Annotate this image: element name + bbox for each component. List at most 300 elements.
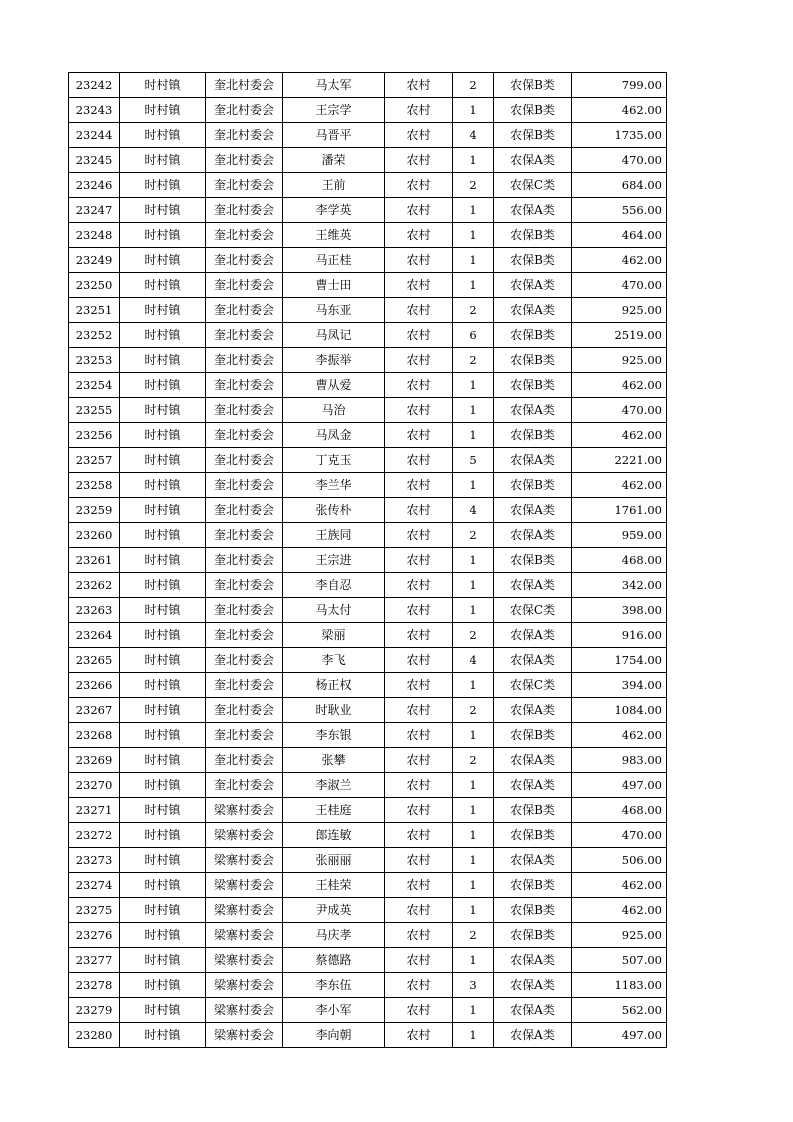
record-id-cell: 23260 — [69, 523, 120, 548]
name-cell: 马凤记 — [283, 323, 385, 348]
table-row — [69, 973, 667, 998]
amount-cell: 2519.00 — [572, 323, 667, 348]
name-cell: 曹从爱 — [283, 373, 385, 398]
village-committee-cell: 奎北村委会 — [206, 423, 283, 448]
area-type-cell: 农村 — [385, 873, 453, 898]
record-id-cell: 23242 — [69, 73, 120, 98]
village-committee-cell: 奎北村委会 — [206, 748, 283, 773]
area-type-cell: 农村 — [385, 248, 453, 273]
amount-cell: 462.00 — [572, 98, 667, 123]
amount-cell: 562.00 — [572, 998, 667, 1023]
amount-cell: 462.00 — [572, 473, 667, 498]
table-row — [69, 498, 667, 523]
village-committee-cell: 奎北村委会 — [206, 148, 283, 173]
record-id-cell: 23244 — [69, 123, 120, 148]
town-cell: 时村镇 — [120, 548, 206, 573]
table-row — [69, 273, 667, 298]
town-cell: 时村镇 — [120, 698, 206, 723]
area-type-cell: 农村 — [385, 473, 453, 498]
amount-cell: 506.00 — [572, 848, 667, 873]
household-count-cell: 2 — [453, 298, 494, 323]
household-count-cell: 4 — [453, 498, 494, 523]
household-count-cell: 1 — [453, 1023, 494, 1048]
table-row — [69, 298, 667, 323]
village-committee-cell: 梁寨村委会 — [206, 798, 283, 823]
town-cell: 时村镇 — [120, 348, 206, 373]
household-count-cell: 1 — [453, 598, 494, 623]
table-row — [69, 623, 667, 648]
insurance-category-cell: 农保A类 — [494, 698, 572, 723]
household-count-cell: 1 — [453, 98, 494, 123]
town-cell: 时村镇 — [120, 323, 206, 348]
table-row — [69, 823, 667, 848]
household-count-cell: 2 — [453, 623, 494, 648]
household-count-cell: 1 — [453, 273, 494, 298]
town-cell: 时村镇 — [120, 623, 206, 648]
area-type-cell: 农村 — [385, 273, 453, 298]
name-cell: 潘荣 — [283, 148, 385, 173]
name-cell: 张传朴 — [283, 498, 385, 523]
insurance-category-cell: 农保A类 — [494, 623, 572, 648]
household-count-cell: 1 — [453, 548, 494, 573]
village-committee-cell: 奎北村委会 — [206, 398, 283, 423]
amount-cell: 497.00 — [572, 1023, 667, 1048]
table-row — [69, 598, 667, 623]
area-type-cell: 农村 — [385, 823, 453, 848]
amount-cell: 684.00 — [572, 173, 667, 198]
insurance-category-cell: 农保A类 — [494, 773, 572, 798]
household-count-cell: 1 — [453, 998, 494, 1023]
town-cell: 时村镇 — [120, 223, 206, 248]
village-committee-cell: 奎北村委会 — [206, 723, 283, 748]
table-row — [69, 698, 667, 723]
village-committee-cell: 奎北村委会 — [206, 223, 283, 248]
village-committee-cell: 奎北村委会 — [206, 323, 283, 348]
record-id-cell: 23243 — [69, 98, 120, 123]
amount-cell: 462.00 — [572, 898, 667, 923]
insurance-category-cell: 农保B类 — [494, 98, 572, 123]
record-id-cell: 23247 — [69, 198, 120, 223]
town-cell: 时村镇 — [120, 123, 206, 148]
amount-cell: 556.00 — [572, 198, 667, 223]
town-cell: 时村镇 — [120, 823, 206, 848]
area-type-cell: 农村 — [385, 173, 453, 198]
area-type-cell: 农村 — [385, 698, 453, 723]
name-cell: 王宗学 — [283, 98, 385, 123]
name-cell: 李飞 — [283, 648, 385, 673]
insurance-category-cell: 农保A类 — [494, 273, 572, 298]
area-type-cell: 农村 — [385, 348, 453, 373]
record-id-cell: 23266 — [69, 673, 120, 698]
name-cell: 李东伍 — [283, 973, 385, 998]
village-committee-cell: 梁寨村委会 — [206, 998, 283, 1023]
insurance-category-cell: 农保B类 — [494, 548, 572, 573]
insurance-category-cell: 农保B类 — [494, 123, 572, 148]
town-cell: 时村镇 — [120, 448, 206, 473]
amount-cell: 1735.00 — [572, 123, 667, 148]
area-type-cell: 农村 — [385, 498, 453, 523]
record-id-cell: 23248 — [69, 223, 120, 248]
town-cell: 时村镇 — [120, 148, 206, 173]
household-count-cell: 1 — [453, 398, 494, 423]
village-committee-cell: 奎北村委会 — [206, 673, 283, 698]
area-type-cell: 农村 — [385, 848, 453, 873]
insurance-category-cell: 农保A类 — [494, 948, 572, 973]
insurance-category-cell: 农保A类 — [494, 523, 572, 548]
table-row — [69, 648, 667, 673]
household-count-cell: 1 — [453, 573, 494, 598]
records-table-body — [69, 73, 667, 1048]
name-cell: 李兰华 — [283, 473, 385, 498]
village-committee-cell: 奎北村委会 — [206, 648, 283, 673]
village-committee-cell: 奎北村委会 — [206, 498, 283, 523]
household-count-cell: 1 — [453, 473, 494, 498]
town-cell: 时村镇 — [120, 798, 206, 823]
name-cell: 马正桂 — [283, 248, 385, 273]
household-count-cell: 1 — [453, 148, 494, 173]
town-cell: 时村镇 — [120, 398, 206, 423]
name-cell: 李东银 — [283, 723, 385, 748]
amount-cell: 1761.00 — [572, 498, 667, 523]
table-row — [69, 998, 667, 1023]
insurance-category-cell: 农保A类 — [494, 973, 572, 998]
household-count-cell: 2 — [453, 698, 494, 723]
town-cell: 时村镇 — [120, 673, 206, 698]
table-row — [69, 548, 667, 573]
household-count-cell: 4 — [453, 648, 494, 673]
name-cell: 王宗进 — [283, 548, 385, 573]
insurance-category-cell: 农保B类 — [494, 723, 572, 748]
record-id-cell: 23264 — [69, 623, 120, 648]
record-id-cell: 23269 — [69, 748, 120, 773]
village-committee-cell: 奎北村委会 — [206, 698, 283, 723]
amount-cell: 470.00 — [572, 398, 667, 423]
household-count-cell: 1 — [453, 898, 494, 923]
town-cell: 时村镇 — [120, 648, 206, 673]
insurance-category-cell: 农保C类 — [494, 598, 572, 623]
table-row — [69, 923, 667, 948]
amount-cell: 983.00 — [572, 748, 667, 773]
table-row — [69, 573, 667, 598]
name-cell: 杨正权 — [283, 673, 385, 698]
name-cell: 李学英 — [283, 198, 385, 223]
record-id-cell: 23265 — [69, 648, 120, 673]
area-type-cell: 农村 — [385, 73, 453, 98]
household-count-cell: 1 — [453, 198, 494, 223]
table-row — [69, 523, 667, 548]
insurance-category-cell: 农保B类 — [494, 73, 572, 98]
household-count-cell: 2 — [453, 173, 494, 198]
household-count-cell: 1 — [453, 223, 494, 248]
record-id-cell: 23253 — [69, 348, 120, 373]
amount-cell: 394.00 — [572, 673, 667, 698]
village-committee-cell: 奎北村委会 — [206, 298, 283, 323]
town-cell: 时村镇 — [120, 523, 206, 548]
insurance-category-cell: 农保B类 — [494, 923, 572, 948]
area-type-cell: 农村 — [385, 923, 453, 948]
household-count-cell: 1 — [453, 248, 494, 273]
town-cell: 时村镇 — [120, 873, 206, 898]
village-committee-cell: 梁寨村委会 — [206, 823, 283, 848]
amount-cell: 462.00 — [572, 423, 667, 448]
name-cell: 李淑兰 — [283, 773, 385, 798]
household-count-cell: 1 — [453, 948, 494, 973]
name-cell: 王前 — [283, 173, 385, 198]
insurance-category-cell: 农保B类 — [494, 248, 572, 273]
area-type-cell: 农村 — [385, 948, 453, 973]
amount-cell: 925.00 — [572, 923, 667, 948]
town-cell: 时村镇 — [120, 498, 206, 523]
record-id-cell: 23255 — [69, 398, 120, 423]
name-cell: 王族同 — [283, 523, 385, 548]
village-committee-cell: 梁寨村委会 — [206, 948, 283, 973]
name-cell: 马庆孝 — [283, 923, 385, 948]
record-id-cell: 23270 — [69, 773, 120, 798]
table-row — [69, 748, 667, 773]
name-cell: 马晋平 — [283, 123, 385, 148]
household-count-cell: 1 — [453, 823, 494, 848]
area-type-cell: 农村 — [385, 298, 453, 323]
name-cell: 马东亚 — [283, 298, 385, 323]
table-row — [69, 123, 667, 148]
area-type-cell: 农村 — [385, 223, 453, 248]
insurance-category-cell: 农保A类 — [494, 498, 572, 523]
name-cell: 郎连敏 — [283, 823, 385, 848]
household-count-cell: 3 — [453, 973, 494, 998]
town-cell: 时村镇 — [120, 473, 206, 498]
area-type-cell: 农村 — [385, 798, 453, 823]
town-cell: 时村镇 — [120, 248, 206, 273]
amount-cell: 342.00 — [572, 573, 667, 598]
table-row — [69, 348, 667, 373]
amount-cell: 470.00 — [572, 148, 667, 173]
household-count-cell: 1 — [453, 798, 494, 823]
town-cell: 时村镇 — [120, 898, 206, 923]
area-type-cell: 农村 — [385, 423, 453, 448]
name-cell: 蔡德路 — [283, 948, 385, 973]
amount-cell: 462.00 — [572, 723, 667, 748]
area-type-cell: 农村 — [385, 98, 453, 123]
table-row — [69, 473, 667, 498]
insurance-category-cell: 农保B类 — [494, 223, 572, 248]
table-row — [69, 948, 667, 973]
insurance-category-cell: 农保B类 — [494, 473, 572, 498]
record-id-cell: 23250 — [69, 273, 120, 298]
name-cell: 王维英 — [283, 223, 385, 248]
record-id-cell: 23280 — [69, 1023, 120, 1048]
record-id-cell: 23274 — [69, 873, 120, 898]
household-count-cell: 6 — [453, 323, 494, 348]
insurance-category-cell: 农保B类 — [494, 423, 572, 448]
town-cell: 时村镇 — [120, 198, 206, 223]
insurance-category-cell: 农保A类 — [494, 298, 572, 323]
record-id-cell: 23258 — [69, 473, 120, 498]
village-committee-cell: 奎北村委会 — [206, 623, 283, 648]
town-cell: 时村镇 — [120, 848, 206, 873]
town-cell: 时村镇 — [120, 373, 206, 398]
amount-cell: 470.00 — [572, 823, 667, 848]
table-row — [69, 198, 667, 223]
town-cell: 时村镇 — [120, 73, 206, 98]
village-committee-cell: 奎北村委会 — [206, 273, 283, 298]
record-id-cell: 23262 — [69, 573, 120, 598]
town-cell: 时村镇 — [120, 723, 206, 748]
area-type-cell: 农村 — [385, 598, 453, 623]
town-cell: 时村镇 — [120, 98, 206, 123]
record-id-cell: 23251 — [69, 298, 120, 323]
record-id-cell: 23277 — [69, 948, 120, 973]
record-id-cell: 23245 — [69, 148, 120, 173]
household-count-cell: 1 — [453, 723, 494, 748]
record-id-cell: 23259 — [69, 498, 120, 523]
town-cell: 时村镇 — [120, 998, 206, 1023]
name-cell: 李向朝 — [283, 1023, 385, 1048]
area-type-cell: 农村 — [385, 448, 453, 473]
area-type-cell: 农村 — [385, 673, 453, 698]
name-cell: 李自忍 — [283, 573, 385, 598]
amount-cell: 462.00 — [572, 373, 667, 398]
area-type-cell: 农村 — [385, 773, 453, 798]
table-row — [69, 773, 667, 798]
village-committee-cell: 奎北村委会 — [206, 473, 283, 498]
record-id-cell: 23263 — [69, 598, 120, 623]
insurance-category-cell: 农保B类 — [494, 873, 572, 898]
insurance-category-cell: 农保B类 — [494, 373, 572, 398]
insurance-category-cell: 农保C类 — [494, 173, 572, 198]
name-cell: 马太军 — [283, 73, 385, 98]
table-row — [69, 173, 667, 198]
insurance-category-cell: 农保A类 — [494, 748, 572, 773]
table-row — [69, 448, 667, 473]
amount-cell: 468.00 — [572, 798, 667, 823]
village-committee-cell: 梁寨村委会 — [206, 973, 283, 998]
record-id-cell: 23268 — [69, 723, 120, 748]
village-committee-cell: 梁寨村委会 — [206, 923, 283, 948]
village-committee-cell: 奎北村委会 — [206, 448, 283, 473]
name-cell: 李小军 — [283, 998, 385, 1023]
record-id-cell: 23261 — [69, 548, 120, 573]
record-id-cell: 23246 — [69, 173, 120, 198]
record-id-cell: 23279 — [69, 998, 120, 1023]
household-count-cell: 1 — [453, 848, 494, 873]
insurance-category-cell: 农保A类 — [494, 148, 572, 173]
amount-cell: 2221.00 — [572, 448, 667, 473]
village-committee-cell: 梁寨村委会 — [206, 848, 283, 873]
name-cell: 马治 — [283, 398, 385, 423]
village-committee-cell: 奎北村委会 — [206, 98, 283, 123]
town-cell: 时村镇 — [120, 948, 206, 973]
area-type-cell: 农村 — [385, 723, 453, 748]
table-row — [69, 398, 667, 423]
household-count-cell: 1 — [453, 773, 494, 798]
household-count-cell: 2 — [453, 348, 494, 373]
household-count-cell: 2 — [453, 73, 494, 98]
town-cell: 时村镇 — [120, 173, 206, 198]
household-count-cell: 1 — [453, 373, 494, 398]
village-committee-cell: 奎北村委会 — [206, 523, 283, 548]
town-cell: 时村镇 — [120, 598, 206, 623]
village-committee-cell: 奎北村委会 — [206, 198, 283, 223]
record-id-cell: 23276 — [69, 923, 120, 948]
table-row — [69, 98, 667, 123]
table-row — [69, 423, 667, 448]
area-type-cell: 农村 — [385, 523, 453, 548]
village-committee-cell: 奎北村委会 — [206, 773, 283, 798]
amount-cell: 398.00 — [572, 598, 667, 623]
record-id-cell: 23254 — [69, 373, 120, 398]
town-cell: 时村镇 — [120, 1023, 206, 1048]
table-row — [69, 848, 667, 873]
village-committee-cell: 奎北村委会 — [206, 548, 283, 573]
table-row — [69, 673, 667, 698]
area-type-cell: 农村 — [385, 198, 453, 223]
amount-cell: 916.00 — [572, 623, 667, 648]
insurance-category-cell: 农保B类 — [494, 823, 572, 848]
insurance-category-cell: 农保A类 — [494, 448, 572, 473]
household-count-cell: 2 — [453, 923, 494, 948]
village-committee-cell: 奎北村委会 — [206, 598, 283, 623]
insurance-category-cell: 农保B类 — [494, 898, 572, 923]
village-committee-cell: 奎北村委会 — [206, 573, 283, 598]
town-cell: 时村镇 — [120, 573, 206, 598]
village-committee-cell: 奎北村委会 — [206, 123, 283, 148]
amount-cell: 470.00 — [572, 273, 667, 298]
record-id-cell: 23271 — [69, 798, 120, 823]
table-row — [69, 223, 667, 248]
name-cell: 张攀 — [283, 748, 385, 773]
record-id-cell: 23256 — [69, 423, 120, 448]
area-type-cell: 农村 — [385, 323, 453, 348]
name-cell: 马凤金 — [283, 423, 385, 448]
amount-cell: 462.00 — [572, 248, 667, 273]
insurance-category-cell: 农保B类 — [494, 798, 572, 823]
name-cell: 丁克玉 — [283, 448, 385, 473]
amount-cell: 462.00 — [572, 873, 667, 898]
amount-cell: 925.00 — [572, 298, 667, 323]
insurance-category-cell: 农保C类 — [494, 673, 572, 698]
table-row — [69, 1023, 667, 1048]
household-count-cell: 1 — [453, 673, 494, 698]
household-count-cell: 2 — [453, 748, 494, 773]
amount-cell: 1754.00 — [572, 648, 667, 673]
amount-cell: 799.00 — [572, 73, 667, 98]
table-row — [69, 798, 667, 823]
amount-cell: 468.00 — [572, 548, 667, 573]
name-cell: 尹成英 — [283, 898, 385, 923]
area-type-cell: 农村 — [385, 373, 453, 398]
household-count-cell: 1 — [453, 423, 494, 448]
household-count-cell: 1 — [453, 873, 494, 898]
amount-cell: 1183.00 — [572, 973, 667, 998]
town-cell: 时村镇 — [120, 973, 206, 998]
record-id-cell: 23257 — [69, 448, 120, 473]
town-cell: 时村镇 — [120, 923, 206, 948]
table-row — [69, 723, 667, 748]
records-table — [68, 72, 667, 1048]
village-committee-cell: 奎北村委会 — [206, 73, 283, 98]
village-committee-cell: 奎北村委会 — [206, 248, 283, 273]
table-row — [69, 148, 667, 173]
name-cell: 时耿业 — [283, 698, 385, 723]
area-type-cell: 农村 — [385, 573, 453, 598]
insurance-category-cell: 农保A类 — [494, 998, 572, 1023]
record-id-cell: 23272 — [69, 823, 120, 848]
insurance-category-cell: 农保A类 — [494, 648, 572, 673]
insurance-category-cell: 农保B类 — [494, 323, 572, 348]
amount-cell: 497.00 — [572, 773, 667, 798]
table-row — [69, 373, 667, 398]
name-cell: 王桂庭 — [283, 798, 385, 823]
